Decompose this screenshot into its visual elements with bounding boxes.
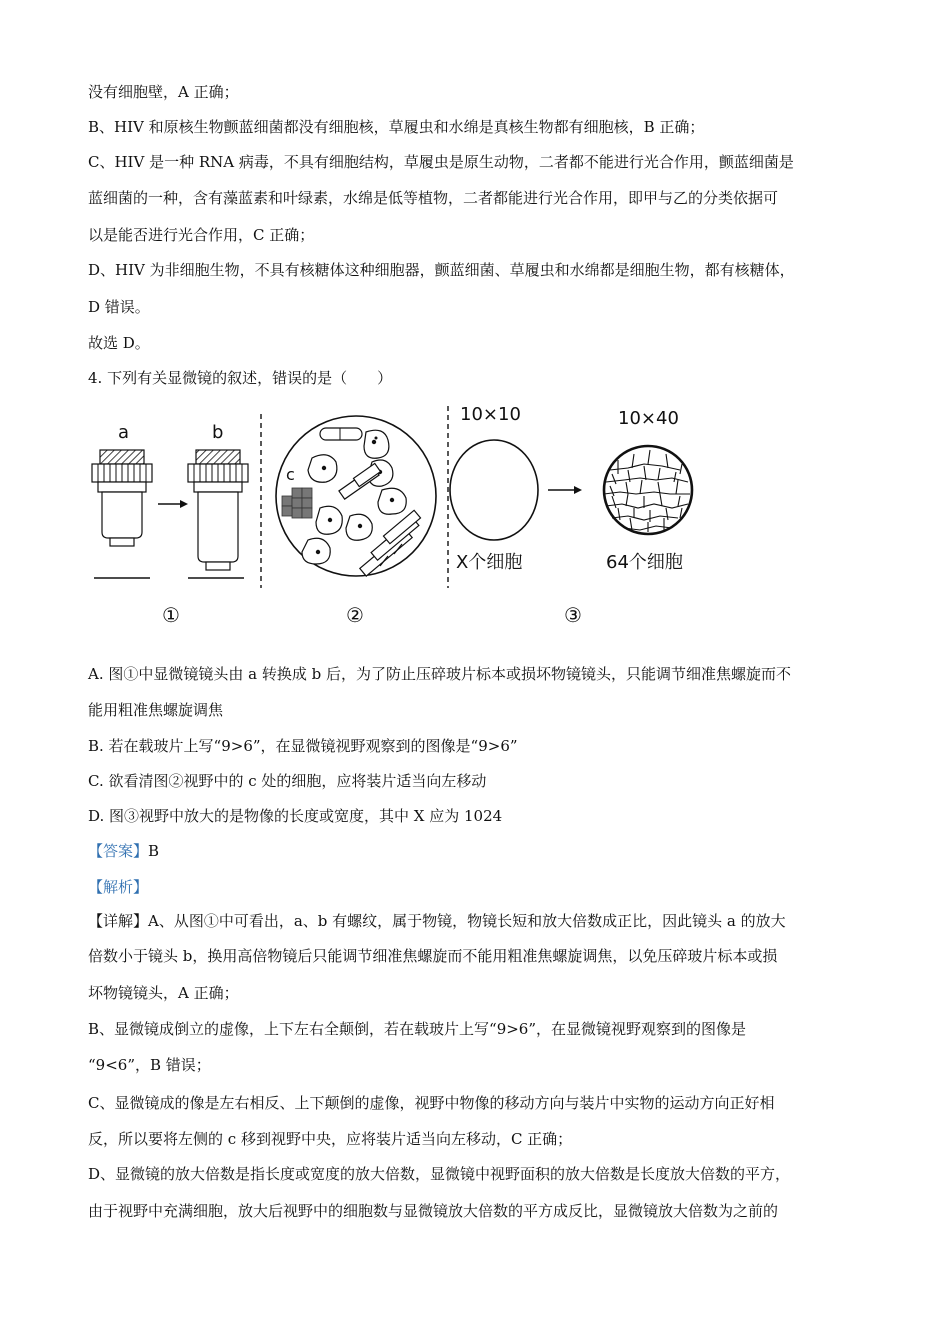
analysis-line: “9<6”，B 错误； — [88, 1056, 211, 1074]
label-c: c — [286, 465, 295, 484]
analysis-label-line — [88, 876, 148, 898]
analysis-label: 【解析】 — [88, 878, 149, 896]
microscope-figure — [88, 398, 708, 638]
figure-number-3: ③ — [564, 603, 582, 627]
magnification-high: 10×40 — [618, 408, 679, 429]
option-a-cont: 能用粗准焦螺旋调焦 — [88, 701, 224, 719]
option-a: A. 图①中显微镜镜头由 a 转换成 b 后，为了防止压碎玻片标本或损坏物镜镜头，只能调节细准焦螺旋而不 — [88, 665, 791, 683]
field-of-view-high — [604, 446, 692, 534]
text-line: B、HIV 和原核生物颤蓝细菌都没有细胞核，草履虫和水绵是真核生物都有细胞核，B 正确； — [88, 118, 705, 136]
label-b: b — [212, 422, 224, 443]
analysis-text: A、从图①中可看出，a、b 有螺纹，属于物镜，物镜长短和放大倍数成正比，因此镜头 a 的放大 — [148, 912, 786, 930]
text-line: C、HIV 是一种 RNA 病毒，不具有细胞结构，草履虫是原生动物，二者都不能进行光合作用，颤蓝细菌是 — [88, 153, 794, 171]
detail-label: 【详解】 — [88, 912, 149, 930]
arrow-icon — [158, 500, 188, 508]
text-line: 没有细胞壁，A 正确； — [88, 83, 239, 101]
arrow-icon — [548, 486, 582, 494]
analysis-line: 由于视野中充满细胞，放大后视野中的细胞数与显微镜放大倍数的平方成反比，显微镜放大倍数为之前的 — [88, 1202, 779, 1220]
objective-lens-b-icon — [188, 422, 248, 578]
analysis-line: D、显微镜的放大倍数是指长度或宽度的放大倍数，显微镜中视野面积的放大倍数是长度放大倍数的平方， — [88, 1165, 791, 1183]
analysis-line — [88, 910, 786, 932]
option-c: C. 欲看清图②视野中的 c 处的细胞，应将装片适当向左移动 — [88, 772, 487, 790]
analysis-line: 坏物镜镜头，A 正确； — [88, 984, 239, 1002]
option-d: D. 图③视野中放大的是物像的长度或宽度，其中 X 应为 1024 — [88, 807, 503, 825]
cell-count-low: X个细胞 — [456, 552, 523, 573]
analysis-line: B、显微镜成倒立的虚像，上下左右全颠倒，若在载玻片上写“9>6”，在显微镜视野观察到的图像是 — [88, 1020, 747, 1038]
analysis-line: 倍数小于镜头 b，换用高倍物镜后只能调节细准焦螺旋而不能用粗准焦螺旋调焦，以免压碎玻片标本或损 — [88, 947, 778, 965]
magnification-low: 10×10 — [460, 404, 521, 425]
text-line: 蓝细菌的一种，含有藻蓝素和叶绿素，水绵是低等植物，二者都能进行光合作用，即甲与乙的分类依据可 — [88, 189, 779, 207]
text-line: D、HIV 为非细胞生物，不具有核糖体这种细胞器，颤蓝细菌、草履虫和水绵都是细胞生物，都有核糖体， — [88, 261, 795, 279]
microscope-field-of-view — [276, 416, 436, 576]
figure-number-2: ② — [346, 603, 364, 627]
text-line: 故选 D。 — [88, 334, 150, 352]
answer-value: B — [148, 842, 160, 860]
answer-label: 【答案】 — [88, 842, 149, 860]
objective-lens-a-icon — [92, 422, 152, 578]
analysis-line: C、显微镜成的像是左右相反、上下颠倒的虚像，视野中物像的移动方向与装片中实物的运动方向正好相 — [88, 1094, 775, 1112]
label-a: a — [118, 422, 130, 443]
analysis-line: 反，所以要将左侧的 c 移到视野中央，应将装片适当向左移动，C 正确； — [88, 1130, 573, 1148]
text-line: 以是能否进行光合作用，C 正确； — [88, 226, 315, 244]
figure-number-1: ① — [162, 603, 180, 627]
option-b: B. 若在载玻片上写“9>6”，在显微镜视野观察到的图像是“9>6” — [88, 737, 518, 755]
answer-line — [88, 840, 159, 862]
cell-count-high: 64个细胞 — [606, 552, 683, 573]
question-stem: 4. 下列有关显微镜的叙述，错误的是（ ） — [88, 369, 393, 387]
field-of-view-low — [450, 440, 538, 540]
text-line: D 错误。 — [88, 298, 150, 316]
